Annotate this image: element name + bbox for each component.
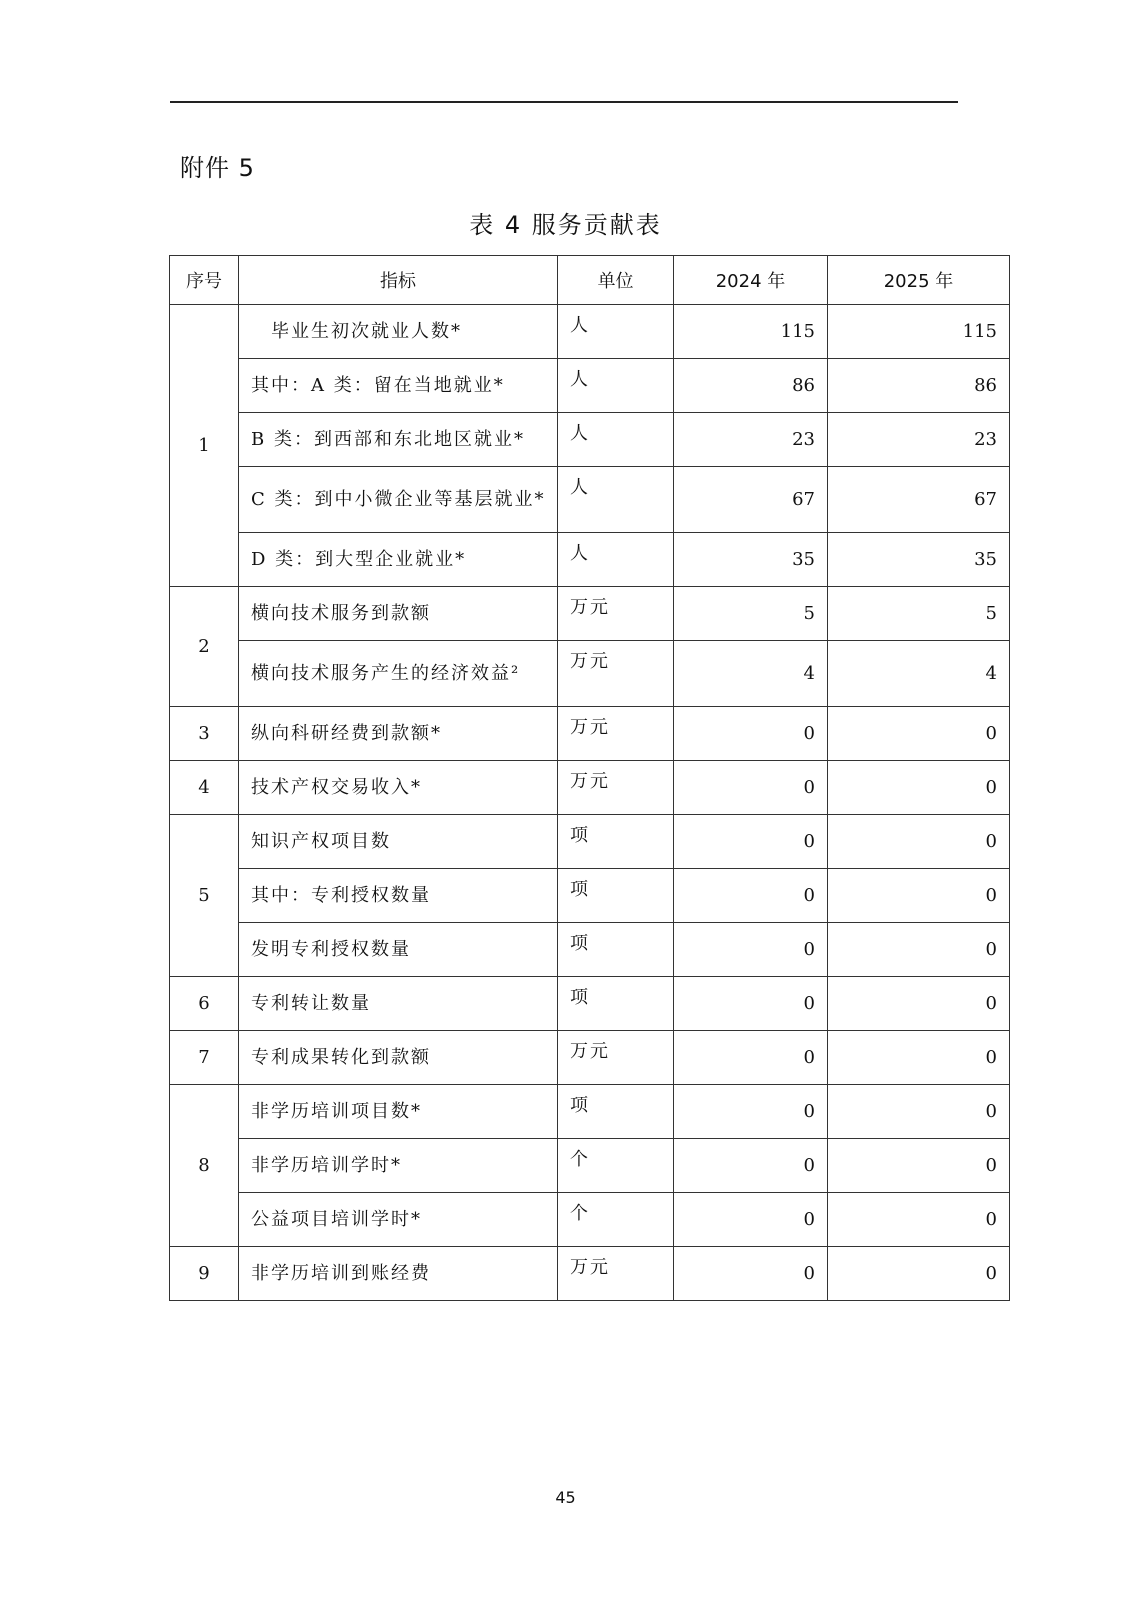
- row-value-2024: 0: [674, 1085, 828, 1139]
- row-value-2024: 0: [674, 761, 828, 815]
- page-number: 45: [555, 1488, 576, 1507]
- row-indicator: 其中：专利授权数量: [239, 869, 558, 923]
- row-unit: 人: [558, 413, 674, 467]
- row-value-2025: 0: [828, 1139, 1010, 1193]
- row-seq: 8: [170, 1085, 239, 1247]
- row-value-2024: 0: [674, 869, 828, 923]
- table-row: [170, 923, 1010, 977]
- row-unit: 万元: [558, 587, 674, 641]
- row-value-2024: 23: [674, 413, 828, 467]
- row-value-2025: 5: [828, 587, 1010, 641]
- row-unit: 人: [558, 467, 674, 533]
- row-unit: 项: [558, 977, 674, 1031]
- attachment-label: 附件 5: [180, 154, 255, 182]
- row-value-2025: 4: [828, 641, 1010, 707]
- row-value-2025: 0: [828, 1031, 1010, 1085]
- row-indicator: 横向技术服务产生的经济效益²: [239, 641, 558, 707]
- row-indicator: 毕业生初次就业人数*: [239, 305, 558, 359]
- table-row: [170, 977, 1010, 1031]
- row-unit: 万元: [558, 641, 674, 707]
- row-unit: 项: [558, 869, 674, 923]
- row-value-2025: 67: [828, 467, 1010, 533]
- row-indicator: D 类：到大型企业就业*: [239, 533, 558, 587]
- table-row: [170, 1247, 1010, 1301]
- table-row: [170, 1193, 1010, 1247]
- table-row: [170, 761, 1010, 815]
- row-value-2024: 4: [674, 641, 828, 707]
- row-value-2025: 0: [828, 1085, 1010, 1139]
- row-value-2025: 0: [828, 761, 1010, 815]
- row-indicator: 横向技术服务到款额: [239, 587, 558, 641]
- row-value-2024: 0: [674, 707, 828, 761]
- row-unit: 人: [558, 533, 674, 587]
- row-indicator: 专利转让数量: [239, 977, 558, 1031]
- row-unit: 项: [558, 1085, 674, 1139]
- row-indicator: 公益项目培训学时*: [239, 1193, 558, 1247]
- row-value-2025: 0: [828, 1193, 1010, 1247]
- row-value-2024: 0: [674, 1247, 828, 1301]
- table-row: [170, 305, 1010, 359]
- column-header-unit: 单位: [558, 256, 674, 305]
- row-indicator: C 类：到中小微企业等基层就业*: [239, 467, 558, 533]
- row-indicator: 非学历培训学时*: [239, 1139, 558, 1193]
- row-value-2025: 0: [828, 869, 1010, 923]
- row-value-2024: 0: [674, 815, 828, 869]
- table-row: [170, 1139, 1010, 1193]
- row-seq: 5: [170, 815, 239, 977]
- row-unit: 个: [558, 1193, 674, 1247]
- row-indicator: 知识产权项目数: [239, 815, 558, 869]
- table-row: [170, 533, 1010, 587]
- row-value-2024: 0: [674, 977, 828, 1031]
- table-title: 表 4 服务贡献表: [469, 211, 662, 239]
- table-row: [170, 413, 1010, 467]
- row-unit: 万元: [558, 1031, 674, 1085]
- row-unit: 人: [558, 359, 674, 413]
- row-indicator: 发明专利授权数量: [239, 923, 558, 977]
- table-row: [170, 641, 1010, 707]
- row-indicator: 专利成果转化到款额: [239, 1031, 558, 1085]
- row-value-2025: 86: [828, 359, 1010, 413]
- row-unit: 项: [558, 815, 674, 869]
- row-unit: 个: [558, 1139, 674, 1193]
- table-row: [170, 467, 1010, 533]
- row-indicator: 技术产权交易收入*: [239, 761, 558, 815]
- table-row: [170, 1031, 1010, 1085]
- service-contribution-table: [169, 255, 1010, 1301]
- row-unit: 万元: [558, 1247, 674, 1301]
- row-unit: 项: [558, 923, 674, 977]
- row-indicator: B 类：到西部和东北地区就业*: [239, 413, 558, 467]
- column-header-seq: 序号: [170, 256, 239, 305]
- row-unit: 万元: [558, 707, 674, 761]
- row-value-2024: 86: [674, 359, 828, 413]
- column-header-indicator: 指标: [239, 256, 558, 305]
- row-seq: 2: [170, 587, 239, 707]
- row-value-2025: 0: [828, 815, 1010, 869]
- row-seq: 3: [170, 707, 239, 761]
- row-unit: 人: [558, 305, 674, 359]
- row-value-2025: 0: [828, 923, 1010, 977]
- row-value-2024: 0: [674, 1139, 828, 1193]
- table-row: [170, 707, 1010, 761]
- row-value-2024: 0: [674, 923, 828, 977]
- row-indicator: 非学历培训项目数*: [239, 1085, 558, 1139]
- row-value-2024: 0: [674, 1031, 828, 1085]
- row-value-2024: 5: [674, 587, 828, 641]
- row-value-2025: 115: [828, 305, 1010, 359]
- row-value-2025: 35: [828, 533, 1010, 587]
- row-indicator: 其中：A 类：留在当地就业*: [239, 359, 558, 413]
- table-header-row: [170, 256, 1010, 305]
- row-seq: 7: [170, 1031, 239, 1085]
- column-header-2025: 2025 年: [828, 256, 1010, 305]
- row-unit: 万元: [558, 761, 674, 815]
- row-value-2024: 35: [674, 533, 828, 587]
- table-row: [170, 815, 1010, 869]
- row-seq: 4: [170, 761, 239, 815]
- table-row: [170, 869, 1010, 923]
- row-seq: 6: [170, 977, 239, 1031]
- row-indicator: 纵向科研经费到款额*: [239, 707, 558, 761]
- table-row: [170, 1085, 1010, 1139]
- table-row: [170, 359, 1010, 413]
- row-value-2024: 115: [674, 305, 828, 359]
- row-value-2024: 0: [674, 1193, 828, 1247]
- table-row: [170, 587, 1010, 641]
- row-seq: 9: [170, 1247, 239, 1301]
- row-value-2025: 0: [828, 707, 1010, 761]
- row-value-2025: 0: [828, 977, 1010, 1031]
- row-value-2025: 0: [828, 1247, 1010, 1301]
- row-seq: 1: [170, 305, 239, 587]
- header-rule: [170, 101, 958, 103]
- row-value-2024: 67: [674, 467, 828, 533]
- row-value-2025: 23: [828, 413, 1010, 467]
- column-header-2024: 2024 年: [674, 256, 828, 305]
- row-indicator: 非学历培训到账经费: [239, 1247, 558, 1301]
